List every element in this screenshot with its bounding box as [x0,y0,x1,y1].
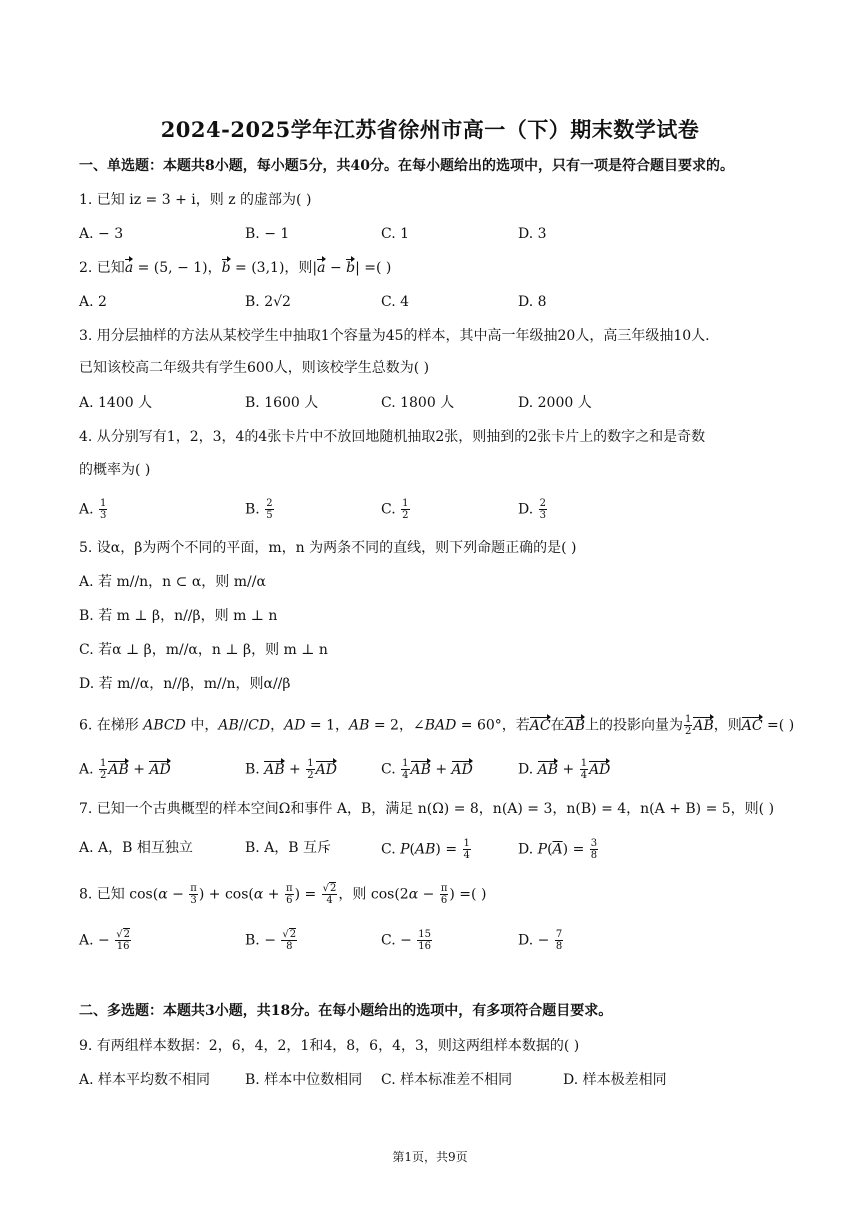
q5-option-a: A. 若 m//n，n ⊂ α，则 m//α [79,574,266,590]
question-5-stem: 5. 设α，β为两个不同的平面，m，n 为两条不同的直线，则下列命题正确的是( ) [79,540,577,556]
q7-option-a: A. A，B 相互独立 [79,840,193,856]
q9-option-c: C. 样本标准差不相同 [381,1072,513,1088]
q3-option-b: B. 1600 人 [245,395,319,411]
q8-option-a: A. − $\frac{√2}{16}$ [79,929,130,952]
q5-option-d: D. 若 m//α，n//β，m//n，则α//β [79,676,291,692]
q4-option-b: B. $\frac{2}{5}$ [245,498,273,521]
question-6-stem: 6. 在梯形 ABCD 中，AB//CD，AD = 1，AB = 2，∠BAD = 60°，若AC在AB上的投影向量为 $\frac{1}{2}$ AB，则AC =( ) [79,714,795,737]
question-2-stem: 2. 已知a = (5, − 1)，b = (3,1)，则|a − b| =( ) [79,260,392,276]
q6-option-a: A. $\frac{1}{2}$ AB + AD [79,758,171,781]
q6-option-b: B. AB + $\frac{1}{2}$ AD [245,758,337,781]
q4-option-a: A. $\frac{1}{3}$ [79,498,107,521]
q3-option-d: D. 2000 人 [518,395,592,411]
question-7-stem: 7. 已知一个古典概型的样本空间Ω和事件 A，B，满足 n(Ω) = 8，n(A) = 3，n(B) = 4，n(A + B) = 5，则( ) [79,801,775,817]
page-footer: 第1页，共9页 [392,1150,468,1164]
q6-option-d: D. AB + $\frac{1}{4}$ AD [518,758,611,781]
q3-option-a: A. 1400 人 [79,395,153,411]
q5-option-c: C. 若α ⊥ β，m//α，n ⊥ β，则 m ⊥ n [79,642,328,658]
q2-option-d: D. 8 [518,294,547,310]
section-single-choice: 一、单选题：本题共8小题，每小题5分，共40分。在每小题给出的选项中，只有一项是符合题目要求的。 [79,158,734,174]
q1-option-b: B. − 1 [245,226,290,242]
q1-option-c: C. 1 [381,226,410,242]
q2-option-a: A. 2 [79,294,107,310]
q2-option-b: B. 2√2 [245,294,291,310]
q8-option-d: D. − $\frac{7}{8}$ [518,929,563,952]
question-1-stem: 1. 已知 iz = 3 + i，则 z 的虚部为( ) [79,192,312,208]
q2-stem-prefix: 2. 已知 [79,260,125,276]
question-4-stem-line1: 4. 从分别写有1，2，3，4的4张卡片中不放回地随机抽取2张，则抽到的2张卡片上的数字之和是奇数 [79,429,706,445]
q9-option-d: D. 样本极差相同 [563,1072,667,1088]
q1-option-d: D. 3 [518,226,547,242]
section-multiple-choice: 二、多选题：本题共3小题，共18分。在每小题给出的选项中，有多项符合题目要求。 [79,1003,613,1019]
q8-option-c: C. − $\frac{15}{16}$ [381,929,432,952]
q7-option-c: C. P(AB) = $\frac{1}{4}$ [381,838,470,861]
q4-option-d: D. $\frac{2}{3}$ [518,498,547,521]
q9-option-a: A. 样本平均数不相同 [79,1072,211,1088]
page-title: 2024-2025学年江苏省徐州市高一（下）期末数学试卷 [160,117,700,142]
question-8-stem: 8. 已知 cos(α − $\frac{\pi}{3}$ ) + cos(α + $\frac{\pi}{6}$ ) = $\frac{√2}{4}$ ，则 cos(2α − $\frac{\pi}{6}$ ) =( ) [79,883,487,906]
q7-option-d: D. $P(\overline{A})$ = $\frac{3}{8}$ [518,838,598,861]
question-4-stem-line2: 的概率为( ) [79,462,151,478]
q2-option-c: C. 4 [381,294,410,310]
q7-option-b: B. A，B 互斥 [245,840,332,856]
question-3-stem-line2: 已知该校高二年级共有学生600人，则该校学生总数为( ) [79,360,430,376]
q3-option-c: C. 1800 人 [381,395,455,411]
q1-option-a: A. − 3 [79,226,124,242]
q6-option-c: C. $\frac{1}{4}$ AB + AD [381,758,473,781]
q8-option-b: B. − $\frac{√2}{8}$ [245,929,297,952]
q4-option-c: C. $\frac{1}{2}$ [381,498,409,521]
question-9-stem: 9. 有两组样本数据：2，6，4，2，1和4，8，6，4，3，则这两组样本数据的( ) [79,1038,580,1054]
question-3-stem-line1: 3. 用分层抽样的方法从某校学生中抽取1个容量为45的样本，其中高一年级抽20人，高三年级抽10人. [79,328,710,344]
q5-option-b: B. 若 m ⊥ β，n//β，则 m ⊥ n [79,608,278,624]
q9-option-b: B. 样本中位数相同 [245,1072,363,1088]
